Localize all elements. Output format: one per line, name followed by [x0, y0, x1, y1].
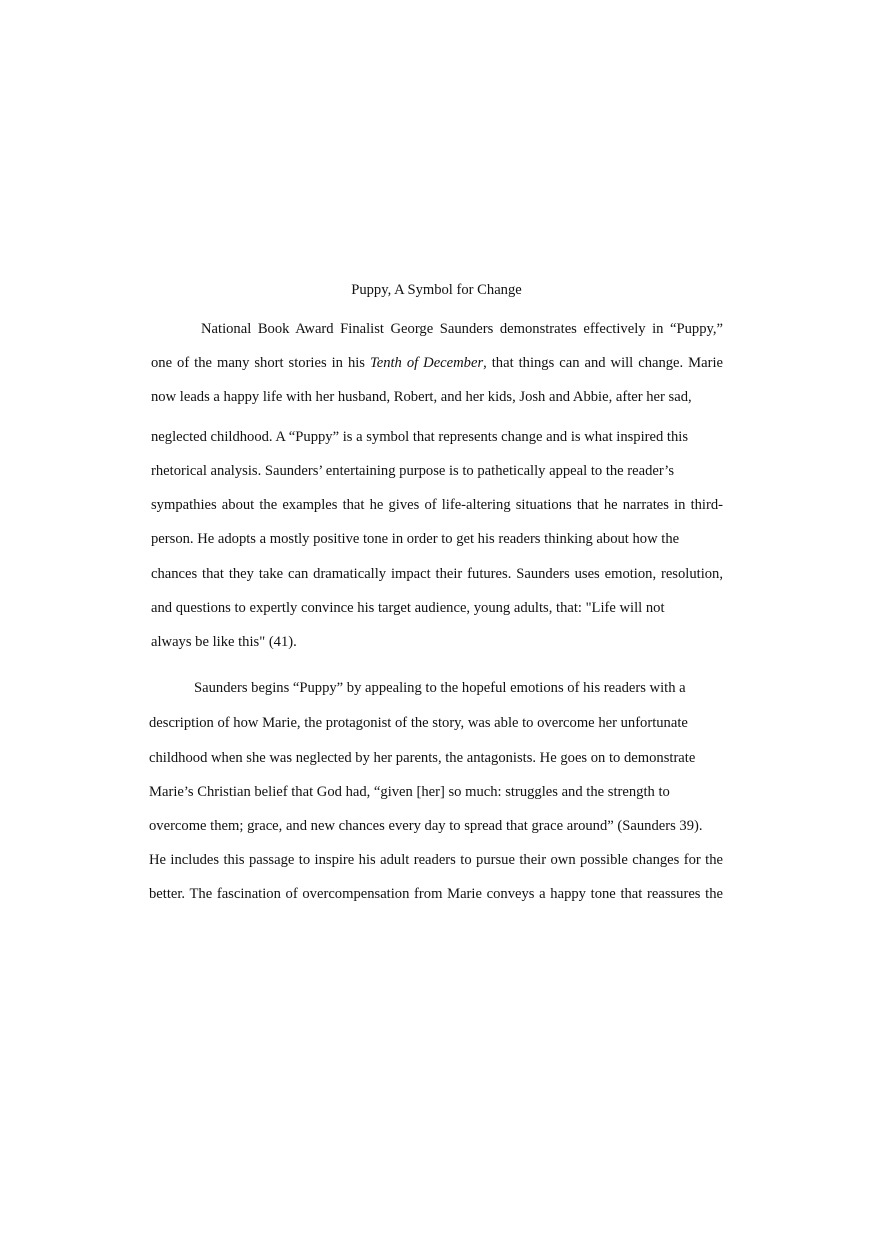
paragraph-1-line-7: person. He adopts a mostly positive tone in order to get his readers thinking about how the	[151, 531, 680, 547]
paragraph-1-line-3: now leads a happy life with her husband, Robert, and her kids, Josh and Abbie, after her sad,	[151, 389, 692, 405]
paragraph-1-line-9: and questions to expertly convince his target audience, young adults, that: "Life will not	[151, 600, 665, 616]
paragraph-2-line-6: He includes this passage to inspire his adult readers to pursue their own possible changes for the	[149, 852, 723, 868]
paragraph-1-line-10: always be like this" (41).	[151, 634, 297, 650]
paragraph-1-line-2-text-b: , that things can and will change. Marie	[483, 355, 724, 371]
document-title: Puppy, A Symbol for Change	[351, 282, 522, 298]
paragraph-1-line-5: rhetorical analysis. Saunders’ entertaining purpose is to pathetically appeal to the reader’s	[151, 463, 675, 479]
paragraph-1-line-4: neglected childhood. A “Puppy” is a symbol that represents change and is what inspired this	[151, 429, 689, 445]
paragraph-1-line-2-text-a: one of the many short stories in his	[151, 355, 370, 371]
paragraph-2-line-2: description of how Marie, the protagonist of the story, was able to overcome her unfortunate	[149, 715, 688, 731]
paragraph-1-line-6: sympathies about the examples that he gives of life-altering situations that he narrates in third-	[151, 497, 723, 513]
paragraph-2-line-7: better. The fascination of overcompensation from Marie conveys a happy tone that reassures the	[149, 886, 723, 902]
paragraph-2-line-4: Marie’s Christian belief that God had, “given [her] so much: struggles and the strength to	[149, 784, 670, 800]
book-title: Tenth of December	[369, 355, 484, 371]
paragraph-1-line-2	[151, 353, 723, 373]
paragraph-1-line-1: National Book Award Finalist George Saunders demonstrates effectively in “Puppy,”	[201, 321, 723, 337]
paragraph-2-line-1: Saunders begins “Puppy” by appealing to the hopeful emotions of his readers with a	[194, 680, 686, 696]
paragraph-2-line-3: childhood when she was neglected by her parents, the antagonists. He goes on to demonstrate	[149, 750, 696, 766]
paragraph-2-line-5: overcome them; grace, and new chances every day to spread that grace around” (Saunders 39).	[149, 818, 703, 834]
paragraph-1-line-8: chances that they take can dramatically impact their futures. Saunders uses emotion, resolution,	[151, 566, 723, 582]
